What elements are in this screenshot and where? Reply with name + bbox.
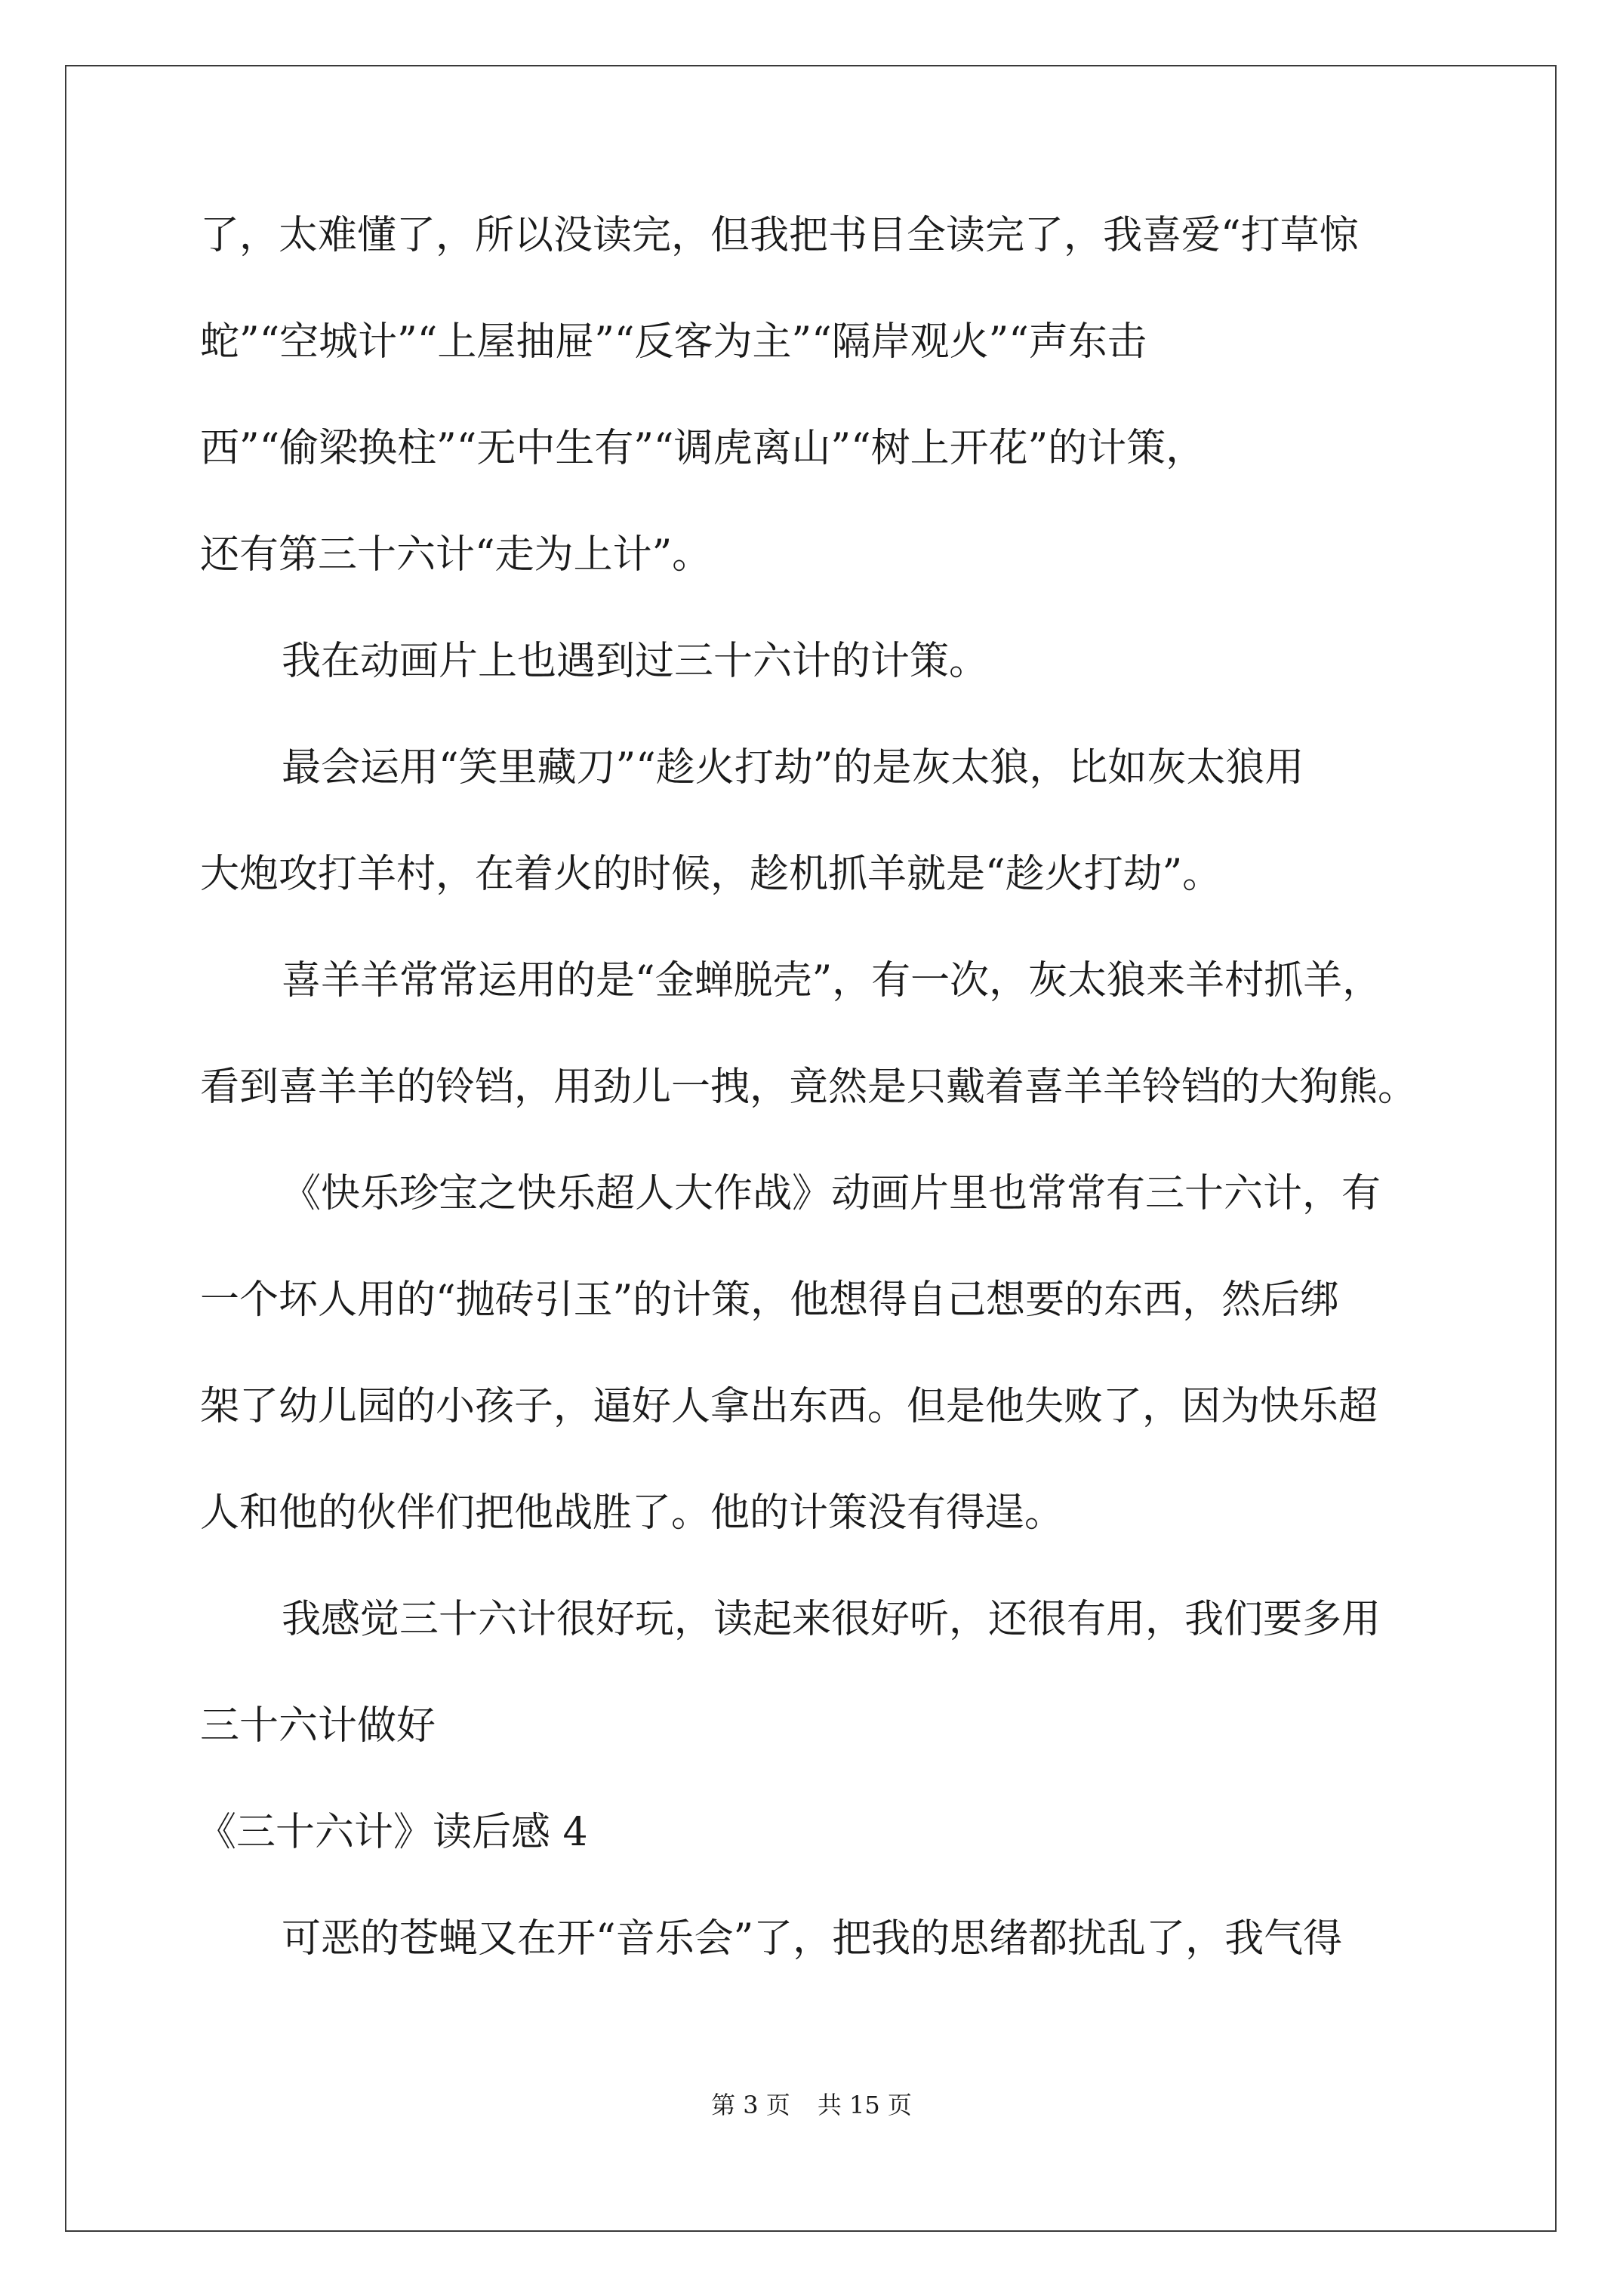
page-number: 第 3 页	[711, 2091, 790, 2119]
paragraph-start: 喜羊羊常常运用的是“金蝉脱壳”，有一次，灰太狼来羊村抓羊，	[282, 958, 1382, 1003]
section-heading: 《三十六计》读后感 4	[197, 1810, 588, 1855]
paragraph-start: 《快乐珍宝之快乐超人大作战》动画片里也常常有三十六计，有	[282, 1171, 1381, 1216]
page-total: 共 15 页	[817, 2091, 912, 2119]
text-line: 蛇”“空城计”“上屋抽屉”“反客为主”“隔岸观火”“声东击	[200, 319, 1147, 365]
text-line: 西”“偷梁换柱”“无中生有”“调虎离山”“树上开花”的计策，	[200, 426, 1206, 471]
text-line: 了，太难懂了，所以没读完，但我把书目全读完了，我喜爱“打草惊	[200, 213, 1359, 258]
text-line: 大炮攻打羊村，在着火的时候，趁机抓羊就是“趁火打劫”。	[200, 852, 1222, 897]
text-line: 看到喜羊羊的铃铛，用劲儿一拽，竟然是只戴着喜羊羊铃铛的大狗熊。	[200, 1065, 1418, 1110]
paragraph-start: 我感觉三十六计很好玩，读起来很好听，还很有用，我们要多用	[282, 1597, 1381, 1642]
text-line: 架了幼儿园的小孩子，逼好人拿出东西。但是他失败了，因为快乐超	[200, 1384, 1378, 1429]
text-line: 还有第三十六计“走为上计”。	[200, 532, 712, 578]
paragraph-start: 可恶的苍蝇又在开“音乐会”了，把我的思绪都扰乱了，我气得	[282, 1916, 1343, 1962]
text-line: 三十六计做好	[200, 1703, 436, 1749]
paragraph-start: 最会运用“笑里藏刀”“趁火打劫”的是灰太狼，比如灰太狼用	[282, 745, 1304, 791]
text-line: 一个坏人用的“抛砖引玉”的计策，他想得自己想要的东西，然后绑	[200, 1277, 1340, 1323]
paragraph-start: 我在动画片上也遇到过三十六计的计策。	[282, 639, 989, 684]
text-line: 人和他的伙伴们把他战胜了。他的计策没有得逞。	[200, 1490, 1064, 1536]
document-body	[197, 211, 1438, 2021]
page-footer	[0, 2090, 1623, 2120]
